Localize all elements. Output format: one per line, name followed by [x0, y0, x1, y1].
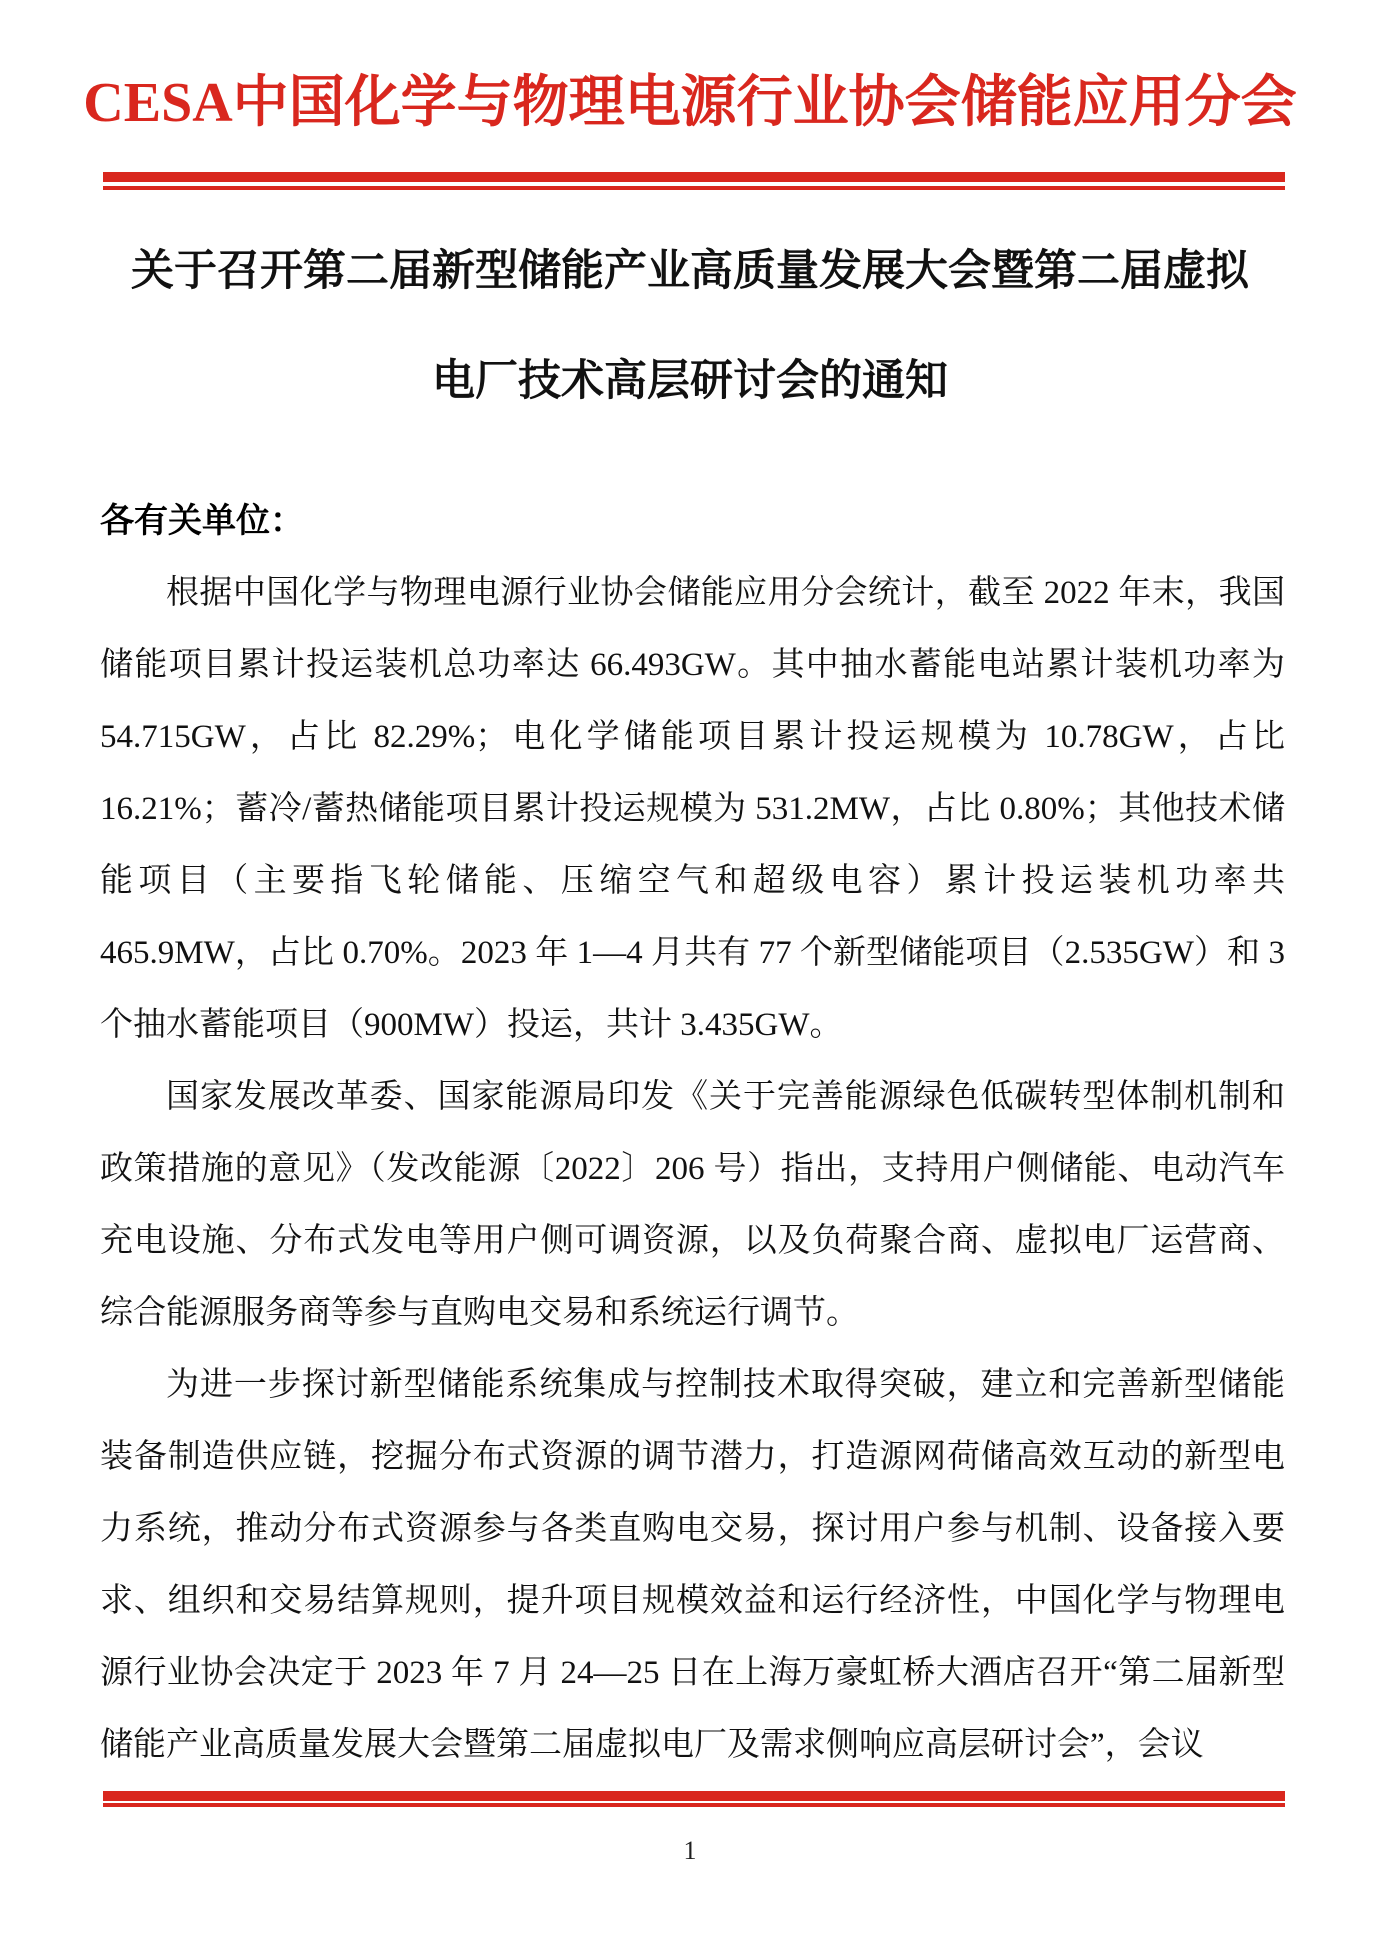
header-rule-thin [103, 186, 1285, 190]
header-rule-thick [103, 172, 1285, 182]
document-title-line1: 关于召开第二届新型储能产业高质量发展大会暨第二届虚拟 [131, 248, 1249, 295]
paragraph-statistics: 根据中国化学与物理电源行业协会储能应用分会统计，截至 2022 年末，我国储能项目累计投运装机总功率达 66.493GW。其中抽水蓄能电站累计装机功率为 54.715GW，占比 82.29%；电化学储能项目累计投运规模为 10.78GW，占比 16.21%；蓄冷/蓄热储能项目累计投运规模为 531.2MW，占比 0.80%；其他技术储能项目（主要指飞轮储能、压缩空气和超级电容）累计投运装机功率共 465.9MW，占比 0.70%。2023 年 1—4 月共有 77 个新型储能项目（2.535GW）和 3 个抽水蓄能项目（900MW）投运，共计 3.435GW。 [100, 575, 1285, 1043]
document-title [60, 217, 1320, 437]
org-header-title: CESA中国化学与物理电源行业协会储能应用分会 [83, 72, 1297, 134]
footer-rule-thin [103, 1803, 1285, 1807]
document-title-line2: 电厂技术高层研讨会的通知 [432, 358, 948, 405]
paragraph-conference-decision: 为进一步探讨新型储能系统集成与控制技术取得突破，建立和完善新型储能装备制造供应链，挖掘分布式资源的调节潜力，打造源网荷储高效互动的新型电力系统，推动分布式资源参与各类直购电交易，探讨用户参与机制、设备接入要求、组织和交易结算规则，提升项目规模效益和运行经济性，中国化学与物理电源行业协会决定于 2023 年 7 月 24—25 日在上海万豪虹桥大酒店召开“第二届新型储能产业高质量发展大会暨第二届虚拟电厂及需求侧响应高层研讨会”，会议 [100, 1367, 1285, 1763]
footer-rule-thick [103, 1791, 1285, 1801]
paragraph-policy: 国家发展改革委、国家能源局印发《关于完善能源绿色低碳转型体制机制和政策措施的意见》（发改能源〔2022〕206 号）指出，支持用户侧储能、电动汽车充电设施、分布式发电等用户侧可调资源，以及负荷聚合商、虚拟电厂运营商、综合能源服务商等参与直购电交易和系统运行调节。 [100, 1079, 1285, 1331]
document-body [100, 485, 1285, 1781]
salutation: 各有关单位： [100, 502, 304, 540]
page-number: 1 [683, 1836, 697, 1865]
